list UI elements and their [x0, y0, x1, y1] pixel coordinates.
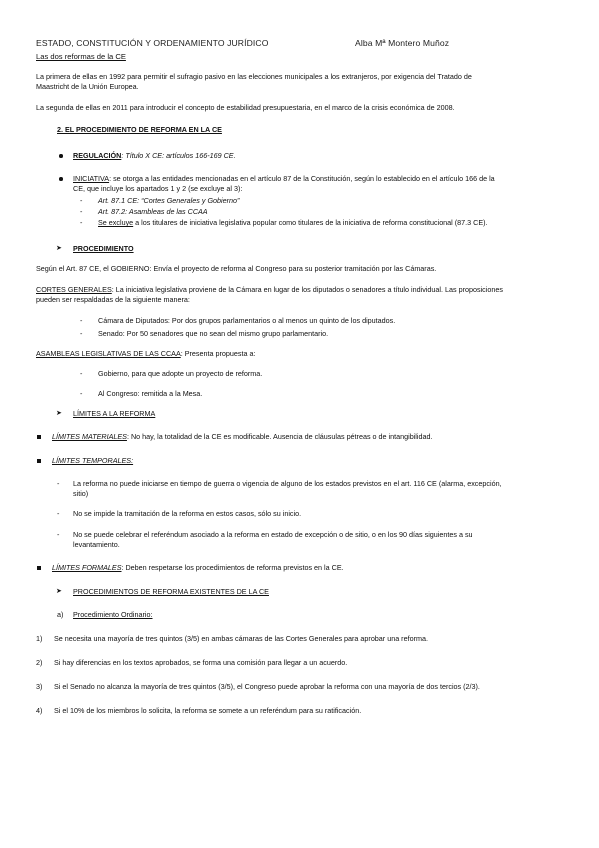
limites-materiales-item [52, 432, 432, 441]
iniciativa-sub-1: Art. 87.1 CE: “Cortes Generales y Gobierno” [98, 196, 240, 205]
iniciativa-item [73, 174, 495, 183]
dash-bullet: - [80, 329, 83, 338]
dash-bullet: - [57, 509, 60, 518]
temporales-item-3-line-1: No se puede celebrar el referéndum asociado a la reforma en estado de excepción o de sitio, o en los 90 días siguientes a su [73, 530, 473, 539]
square-bullet-icon [37, 566, 41, 570]
bullet-dot-icon [59, 154, 63, 158]
temporales-item-1-line-1: La reforma no puede iniciarse en tiempo de guerra o vigencia de alguno de los estados previstos en el art. 116 CE (alarma, excepción, [73, 479, 502, 488]
limites-materiales-text: : No hay, la totalidad de la CE es modificable. Ausencia de cláusulas pétreas o de intangibilidad. [126, 432, 433, 441]
limites-temporales-label: LÍMITES TEMPORALES: [52, 456, 134, 465]
intro-paragraph-2: La segunda de ellas en 2011 para introducir el concepto de estabilidad presupuestaria, en el marco de la crisis económica de 2008. [36, 103, 455, 112]
ordinario-item-1-number: 1) [36, 634, 43, 643]
asambleas-line [36, 349, 255, 358]
procedimiento-ordinario-heading: Procedimiento Ordinario: [73, 610, 153, 619]
dash-bullet: - [57, 530, 60, 539]
procedimientos-heading: PROCEDIMIENTOS DE REFORMA EXISTENTES DE LA CE [73, 587, 269, 596]
limites-heading: LÍMITES A LA REFORMA [73, 409, 156, 418]
procedimiento-gobierno: Según el Art. 87 CE, el GOBIERNO: Envía el proyecto de reforma al Congreso para su posterior tramitación por las Cámaras. [36, 264, 437, 273]
cortes-sub-2: Senado: Por 50 senadores que no sean del mismo grupo parlamentario. [98, 329, 329, 338]
arrow-bullet-icon: ➤ [56, 588, 62, 595]
dash-bullet: - [80, 196, 83, 205]
dash-bullet: - [80, 218, 83, 227]
intro-paragraph-1-line-2: Maastricht de la Unión Europea. [36, 82, 139, 91]
limites-formales-item [52, 563, 344, 572]
asambleas-label: ASAMBLEAS LEGISLATIVAS DE LAS CCAA [36, 349, 181, 358]
intro-paragraph-1-line-1: La primera de ellas en 1992 para permitir el sufragio pasivo en las elecciones municipales a los extranjeros, por exigencia del Tratado de [36, 72, 472, 81]
limites-formales-text: : Deben respetarse los procedimientos de reforma previstos en la CE. [121, 563, 344, 572]
dash-bullet: - [80, 369, 83, 378]
limites-formales-label: LÍMITES FORMALES [52, 563, 122, 572]
dash-bullet: - [57, 479, 60, 488]
regulacion-label: REGULACIÓN [73, 151, 122, 160]
ordinario-item-3-text: Si el Senado no alcanza la mayoría de tres quintos (3/5), el Congreso puede aprobar la reforma con una mayoría de dos tercios (2/3). [54, 682, 480, 691]
regulacion-text: : Título X CE: artículos 166-169 CE. [121, 151, 236, 160]
ordinario-item-4-text: Si el 10% de los miembros lo solicita, la reforma se somete a un referéndum para su ratificación. [54, 706, 362, 715]
temporales-item-2: No se impide la tramitación de la reforma en estos casos, sólo su inicio. [73, 509, 302, 518]
iniciativa-text-line-1: : se otorga a las entidades mencionadas en el artículo 87 de la Constitución, según lo establecido en el artículo 166 de la [109, 174, 495, 183]
cortes-generales-label: CORTES GENERALES [36, 285, 112, 294]
square-bullet-icon [37, 459, 41, 463]
procedimiento-heading: PROCEDIMIENTO [73, 244, 134, 253]
asambleas-text: : Presenta propuesta a: [180, 349, 256, 358]
subsection-letter: a) [57, 610, 64, 619]
iniciativa-sub-3-label: Se excluye [98, 218, 134, 227]
dash-bullet: - [80, 389, 83, 398]
ordinario-item-4-number: 4) [36, 706, 43, 715]
section-heading-procedimiento-reforma: 2. EL PROCEDIMIENTO DE REFORMA EN LA CE [57, 125, 222, 134]
ordinario-item-3-number: 3) [36, 682, 43, 691]
bullet-dot-icon [59, 177, 63, 181]
arrow-bullet-icon: ➤ [56, 410, 62, 417]
asambleas-sub-1: Gobierno, para que adopte un proyecto de reforma. [98, 369, 263, 378]
author-name: Alba Mª Montero Muñoz [355, 38, 450, 48]
cortes-generales-line-2: pueden ser respaldadas de la siguiente manera: [36, 295, 190, 304]
ordinario-item-1-text: Se necesita una mayoría de tres quintos (3/5) en ambas cámaras de las Cortes Generales para aprobar una reforma. [54, 634, 428, 643]
dash-bullet: - [80, 316, 83, 325]
arrow-bullet-icon: ➤ [56, 245, 62, 252]
document-title: ESTADO, CONSTITUCIÓN Y ORDENAMIENTO JURÍDICO [36, 38, 269, 48]
ordinario-item-2-text: Si hay diferencias en los textos aprobados, se forma una comisión para llegar a un acuerdo. [54, 658, 348, 667]
iniciativa-sub-3 [98, 218, 488, 227]
temporales-item-1-line-2: sitio) [73, 489, 89, 498]
regulacion-item [73, 151, 236, 160]
ordinario-item-2-number: 2) [36, 658, 43, 667]
iniciativa-sub-3-text: a los titulares de iniciativa legislativa popular como titulares de la iniciativa de reforma constitucional (87.3 CE). [133, 218, 488, 227]
cortes-sub-1: Cámara de Diputados: Por dos grupos parlamentarios o al menos un quinto de los diputados. [98, 316, 396, 325]
limites-materiales-label: LÍMITES MATERIALES [52, 432, 127, 441]
page-subtitle: Las dos reformas de la CE [36, 52, 126, 61]
cortes-generales-line-1 [36, 285, 503, 294]
iniciativa-sub-2: Art. 87.2: Asambleas de las CCAA [98, 207, 208, 216]
iniciativa-text-line-2: CE, que incluye los apartados 1 y 2 (se excluye al 3): [73, 184, 243, 193]
iniciativa-label: INICIATIVA [73, 174, 110, 183]
asambleas-sub-2: Al Congreso: remitida a la Mesa. [98, 389, 203, 398]
square-bullet-icon [37, 435, 41, 439]
temporales-item-3-line-2: levantamiento. [73, 540, 120, 549]
dash-bullet: - [80, 207, 83, 216]
cortes-generales-text: : La iniciativa legislativa proviene de la Cámara en lugar de los diputados o senadores a título individual. Las proposiciones [111, 285, 503, 294]
